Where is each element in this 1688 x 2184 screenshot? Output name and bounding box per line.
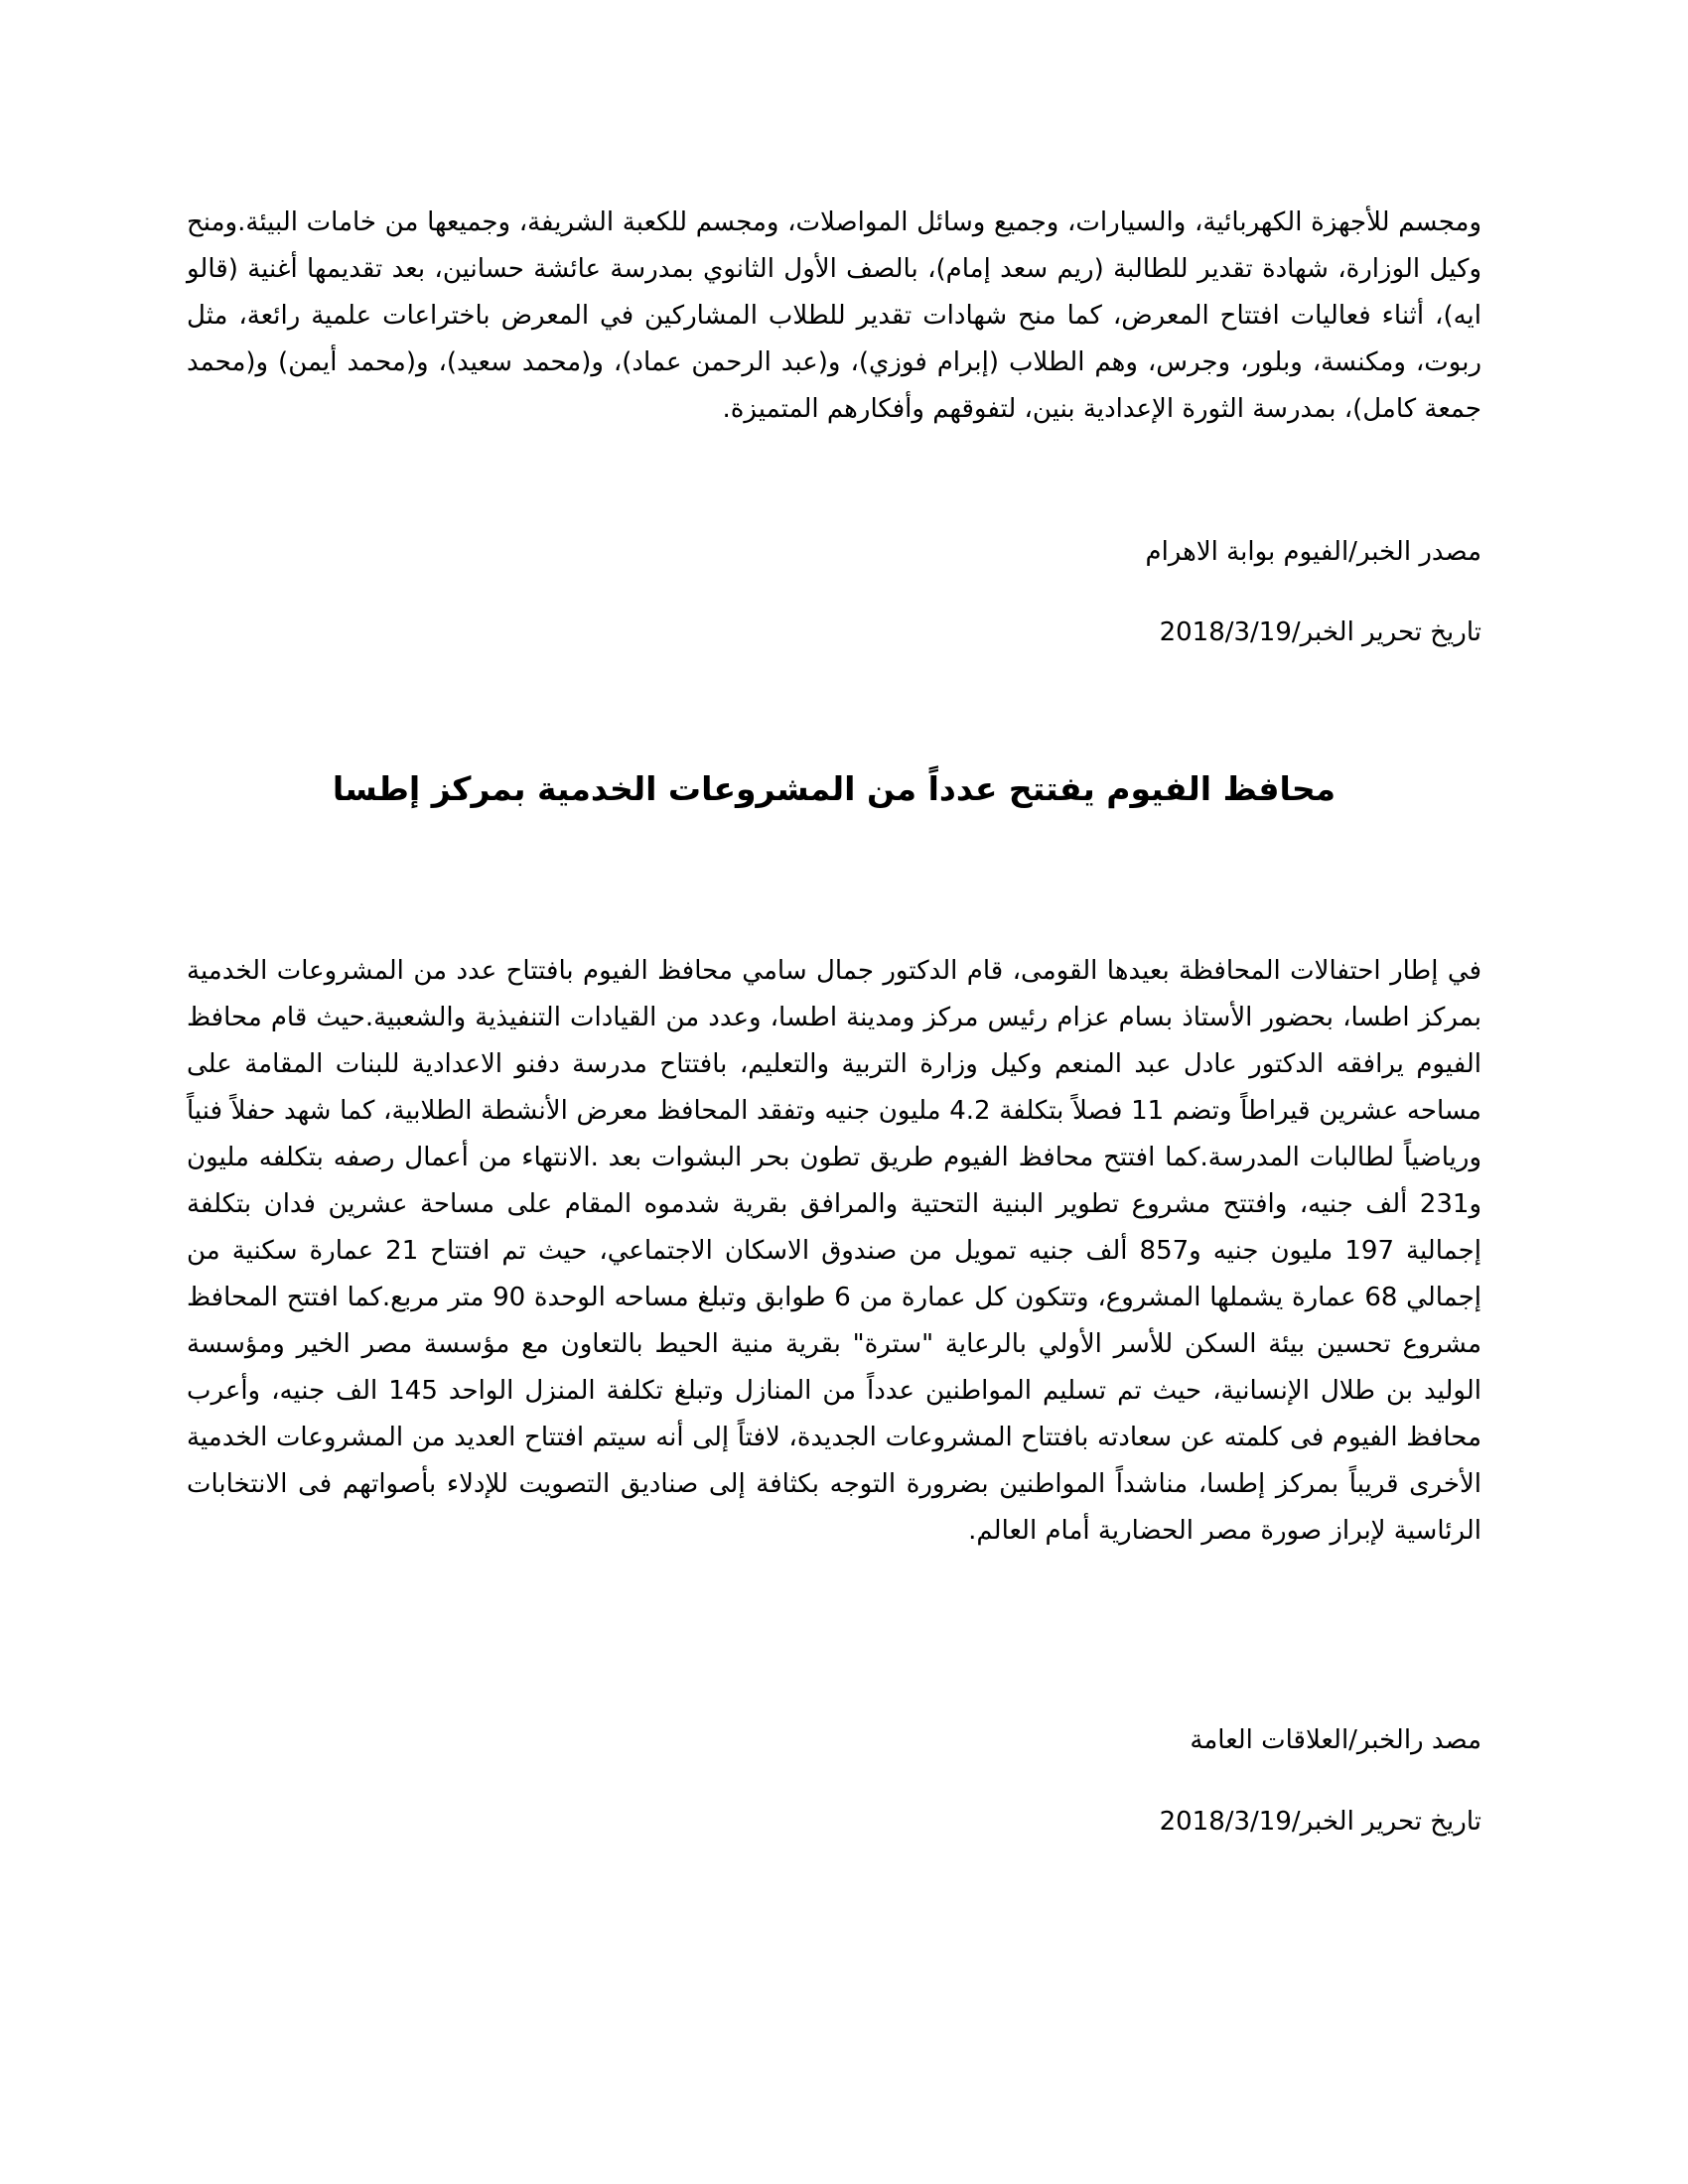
article-2-source: مصد رالخبر/العلاقات العامة — [1190, 1725, 1481, 1755]
article-2-date: تاريخ تحرير الخبر/2018/3/19 — [1159, 1807, 1481, 1837]
article-2-title: محافظ الفيوم يفتتح عدداً من المشروعات الخدمية بمركز إطسا — [332, 769, 1336, 808]
article-1-date: تاريخ تحرير الخبر/2018/3/19 — [1159, 617, 1481, 647]
article-1-source: مصدر الخبر/الفيوم بوابة الاهرام — [1145, 537, 1481, 567]
article-2-body: في إطار احتفالات المحافظة بعيدها القومى، قام الدكتور جمال سامي محافظ الفيوم بافتتاح عدد من المشروعات الخدمية بمركز اطسا، بحضور الأستاذ بسام عزام رئيس مركز ومدينة اطسا، وعدد من القيادات التنفيذية والشعبية.حيث قام محافظ الفيوم يرافقه الدكتور عادل عبد المنعم وكيل وزارة التربية والتعليم، بافتتاح مدرسة دفنو الاعدادية للبنات المقامة على مساحه عشرين قيراطاً وتضم 11 فصلاً بتكلفة 4.2 مليون جنيه وتفقد المحافظ معرض الأنشطة الطلابية، كما شهد حفلاً فنياً ورياضياً لطالبات المدرسة.كما افتتح محافظ الفيوم طريق تطون بحر البشوات بعد .الانتهاء من أعمال رصفه بتكلفه مليون و231 ألف جنيه، وافتتح مشروع تطوير البنية التحتية والمرافق بقرية شدموه المقام على مساحة عشرين فدان بتكلفة إجمالية 197 مليون جنيه و857 ألف جنيه تمويل من صندوق الاسكان الاجتماعي، حيث تم افتتاح 21 عمارة سكنية من إجمالي 68 عمارة يشملها المشروع، وتتكون كل عمارة من 6 طوابق وتبلغ مساحه الوحدة 90 متر مربع.كما افتتح المحافظ مشروع تحسين بيئة السكن للأسر الأولي بالرعاية "سترة" بقرية منية الحيط بالتعاون مع مؤسسة مصر الخير ومؤسسة الوليد بن طلال الإنسانية، حيث تم تسليم المواطنين عدداً من المنازل وتبلغ تكلفة المنزل الواحد 145 الف جنيه، وأعرب محافظ الفيوم فى كلمته عن سعادته بافتتاح المشروعات الجديدة، لافتاً إلى أنه سيتم افتتاح العديد من المشروعات الخدمية الأخرى قريباً بمركز إطسا، مناشداً المواطنين بضرورة التوجه بكثافة إلى صناديق التصويت للإدلاء بأصواتهم فى الانتخابات الرئاسية لإبراز صورة مصر الحضارية أمام العالم. — [187, 956, 1481, 1546]
article-1-body: ومجسم للأجهزة الكهربائية، والسيارات، وجميع وسائل المواصلات، ومجسم للكعبة الشريفة، وجميعها من خامات البيئة.ومنح وكيل الوزارة، شهادة تقدير للطالبة (ريم سعد إمام)، بالصف الأول الثانوي بمدرسة عائشة حسانين، بعد تقديمها أغنية (قالو ايه)، أثناء فعاليات افتتاح المعرض، كما منح شهادات تقدير للطلاب المشاركين في المعرض باختراعات علمية رائعة، مثل ربوت، ومكنسة، وبلور، وجرس، وهم الطلاب (إبرام فوزي)، و(عبد الرحمن عماد)، و(محمد سعيد)، و(محمد أيمن) و(محمد جمعة كامل)، بمدرسة الثورة الإعدادية بنين، لتفوقهم وأفكارهم المتميزة. — [187, 207, 1481, 424]
